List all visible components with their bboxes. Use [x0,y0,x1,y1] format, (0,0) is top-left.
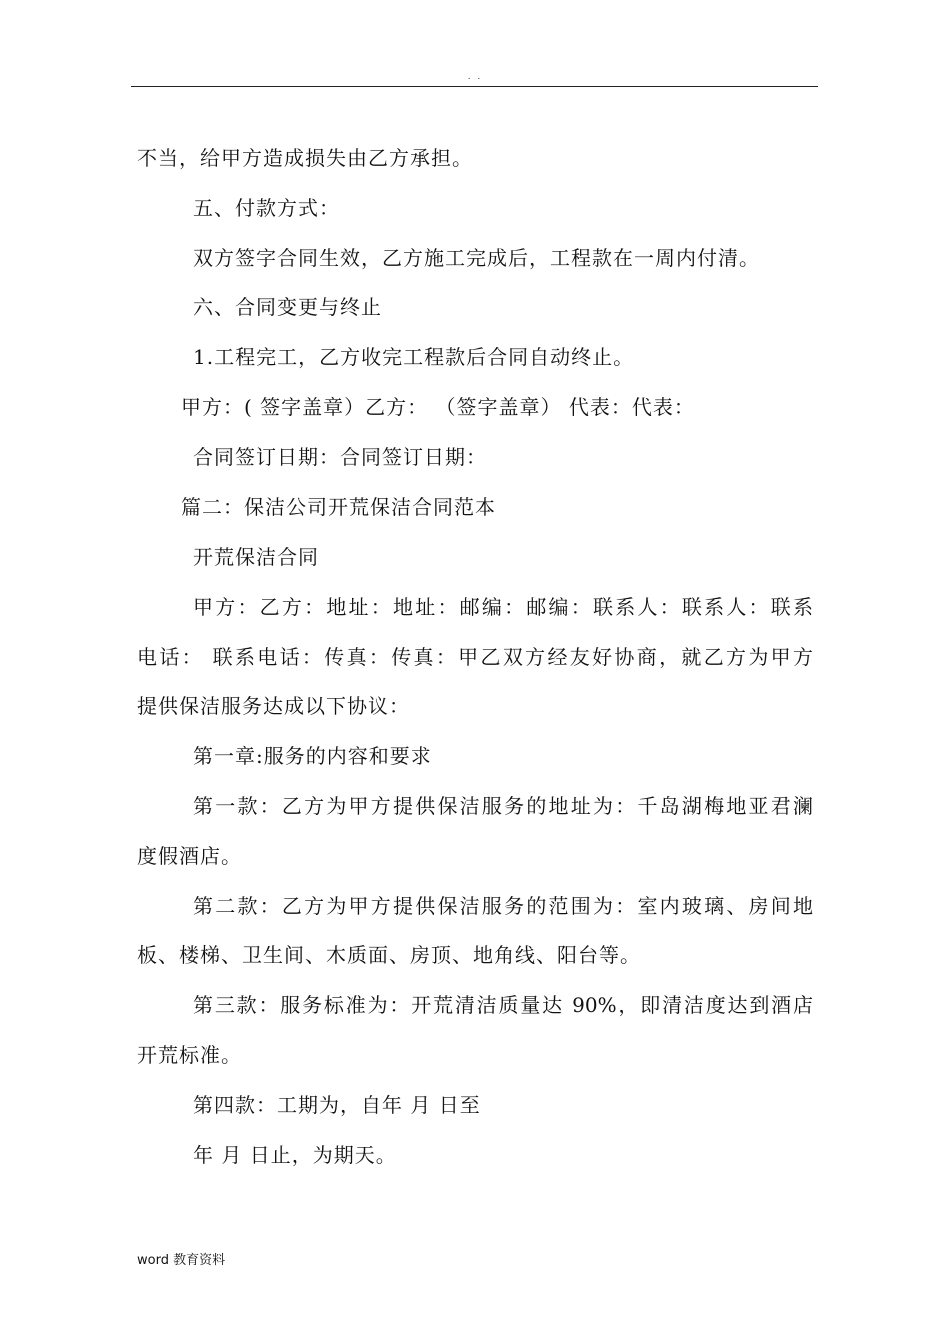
header-marks: . . [467,72,483,82]
chapter-heading: 第一章:服务的内容和要求 [193,744,432,768]
text-line: 第三款：服务标准为：开荒清洁质量达 90%，即清洁度达到酒店 [193,993,813,1017]
contract-title: 开荒保洁合同 [193,545,319,569]
text-line: 第二款：乙方为甲方提供保洁服务的范围为：室内玻璃、房间地 [193,894,813,918]
text-line: 不当，给甲方造成损失由乙方承担。 [137,146,473,170]
text-line: 开荒标准。 [137,1043,242,1067]
chapter-title: 篇二：保洁公司开荒保洁合同范本 [181,495,496,519]
text-line: 甲方：乙方：地址：地址：邮编：邮编：联系人：联系人：联系 [193,595,813,619]
date-line: 合同签订日期：合同签订日期： [193,445,487,469]
section-heading-change: 六、合同变更与终止 [193,295,382,319]
text-line: 第四款：工期为，自年 月 日至 [193,1093,481,1117]
footer-label: word 教育资料 [137,1253,226,1268]
text-line: 第一款：乙方为甲方提供保洁服务的地址为：千岛湖梅地亚君澜 [193,794,813,818]
text-line: 电话： 联系电话：传真：传真：甲乙双方经友好协商，就乙方为甲方 [137,645,813,669]
section-heading-payment: 五、付款方式： [193,196,340,220]
text-line: 板、楼梯、卫生间、木质面、房顶、地角线、阳台等。 [137,943,641,967]
signature-line: 甲方：( 签字盖章）乙方： （签字盖章） 代表：代表： [181,395,695,419]
text-line: 1.工程完工，乙方收完工程款后合同自动终止。 [193,345,635,369]
text-line: 度假酒店。 [137,844,242,868]
text-line: 双方签字合同生效，乙方施工完成后，工程款在一周内付清。 [193,246,760,270]
text-line: 提供保洁服务达成以下协议： [137,694,410,718]
header-rule [131,86,818,87]
text-line: 年 月 日止，为期天。 [193,1143,397,1167]
